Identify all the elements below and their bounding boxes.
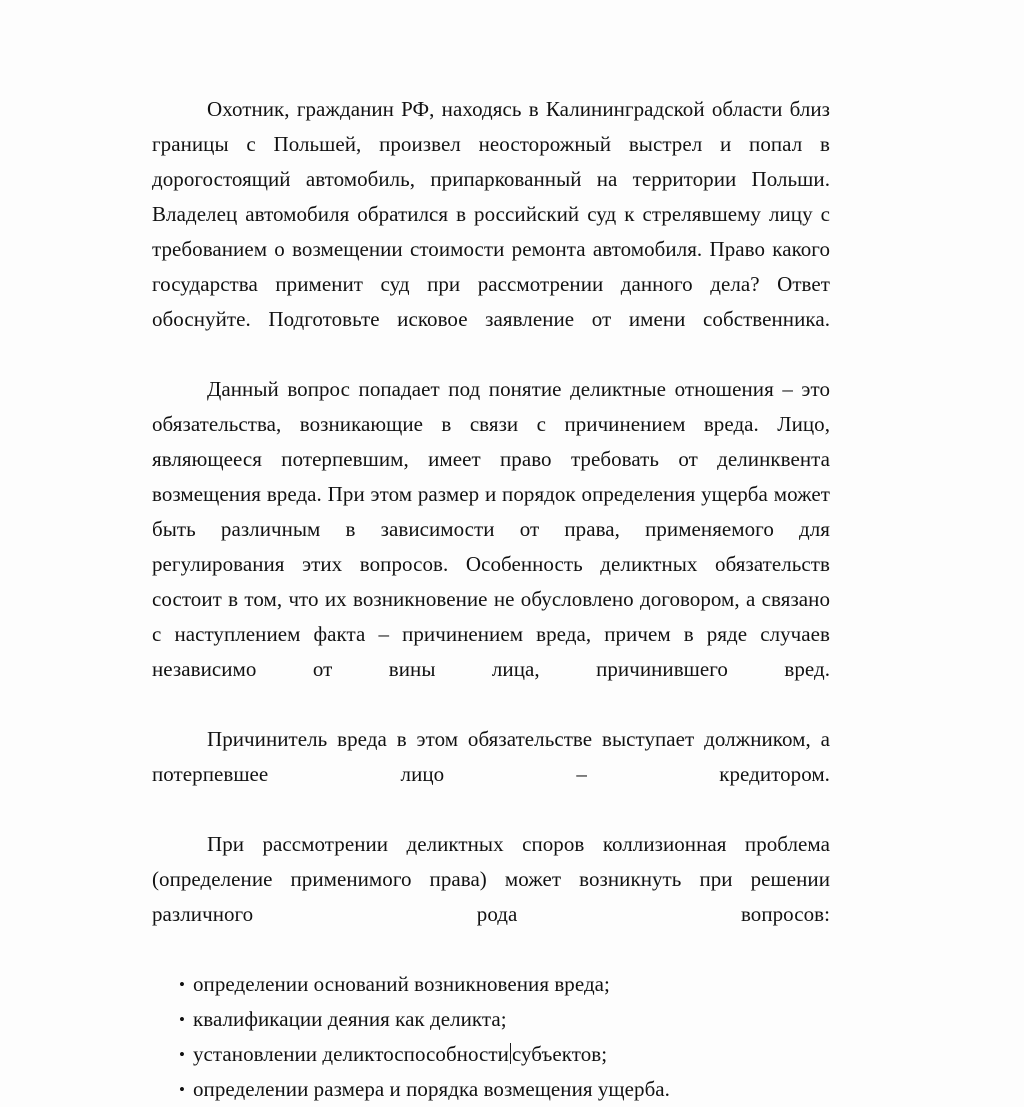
list-item-damages [152, 1072, 830, 1107]
bullet-point-icon: • [179, 975, 186, 994]
list-item-label: определении оснований возникновения вреда; [193, 972, 610, 996]
list-item-label: определении размера и порядка возмещения ущерба. [193, 1077, 670, 1101]
paragraph-conflict-problem: При рассмотрении деликтных споров коллизионная проблема (определение применимого права) может возникнуть при решении различного рода вопросов: [152, 832, 830, 926]
text-cursor-caret [510, 1043, 511, 1064]
bullet-point-icon: • [179, 1045, 186, 1064]
paragraph-tort-definition: Данный вопрос попадает под понятие деликтные отношения – это обязательства, возникающие в связи с причинением вреда. Лицо, являющееся потерпевшим, имеет право требовать от делинквента возмещения вреда. При этом размер и порядок определения ущерба может быть различным в зависимости от права, применяемого для регулирования этих вопросов. Особенность деликтных обязательств состоит в том, что их возникновение не обусловлено договором, а связано с наступлением факта – причинением вреда, причем в ряде случаев независимо от вины лица, причинившего вред. [152, 377, 830, 681]
document-text-column [152, 92, 830, 1107]
list-item-grounds [152, 967, 830, 1002]
paragraph-case-scenario: Охотник, гражданин РФ, находясь в Калининградской области близ границы с Польшей, произвел неосторожный выстрел и попал в дорогостоящий автомобиль, припаркованный на территории Польши. Владелец автомобиля обратился в российский суд к стрелявшему лицу с требованием о возмещении стоимости ремонта автомобиля. Право какого государства применит суд при рассмотрении данного дела? Ответ обоснуйте. Подготовьте исковое заявление от имени собственника. [152, 97, 830, 331]
bullet-point-icon: • [179, 1010, 186, 1029]
paragraph-debtor-creditor: Причинитель вреда в этом обязательстве выступает должником, а потерпевшее лицо – кредитором. [152, 727, 830, 786]
list-item-qualification [152, 1002, 830, 1037]
list-item-label: квалификации деяния как деликта; [193, 1007, 507, 1031]
list-item-label-after-caret: субъектов; [511, 1042, 608, 1066]
list-item-capacity[interactable] [152, 1037, 830, 1072]
list-item-label-before-caret: установлении деликтоспособности [193, 1042, 509, 1066]
bullet-point-icon: • [179, 1080, 186, 1099]
conflict-questions-list [152, 967, 830, 1107]
